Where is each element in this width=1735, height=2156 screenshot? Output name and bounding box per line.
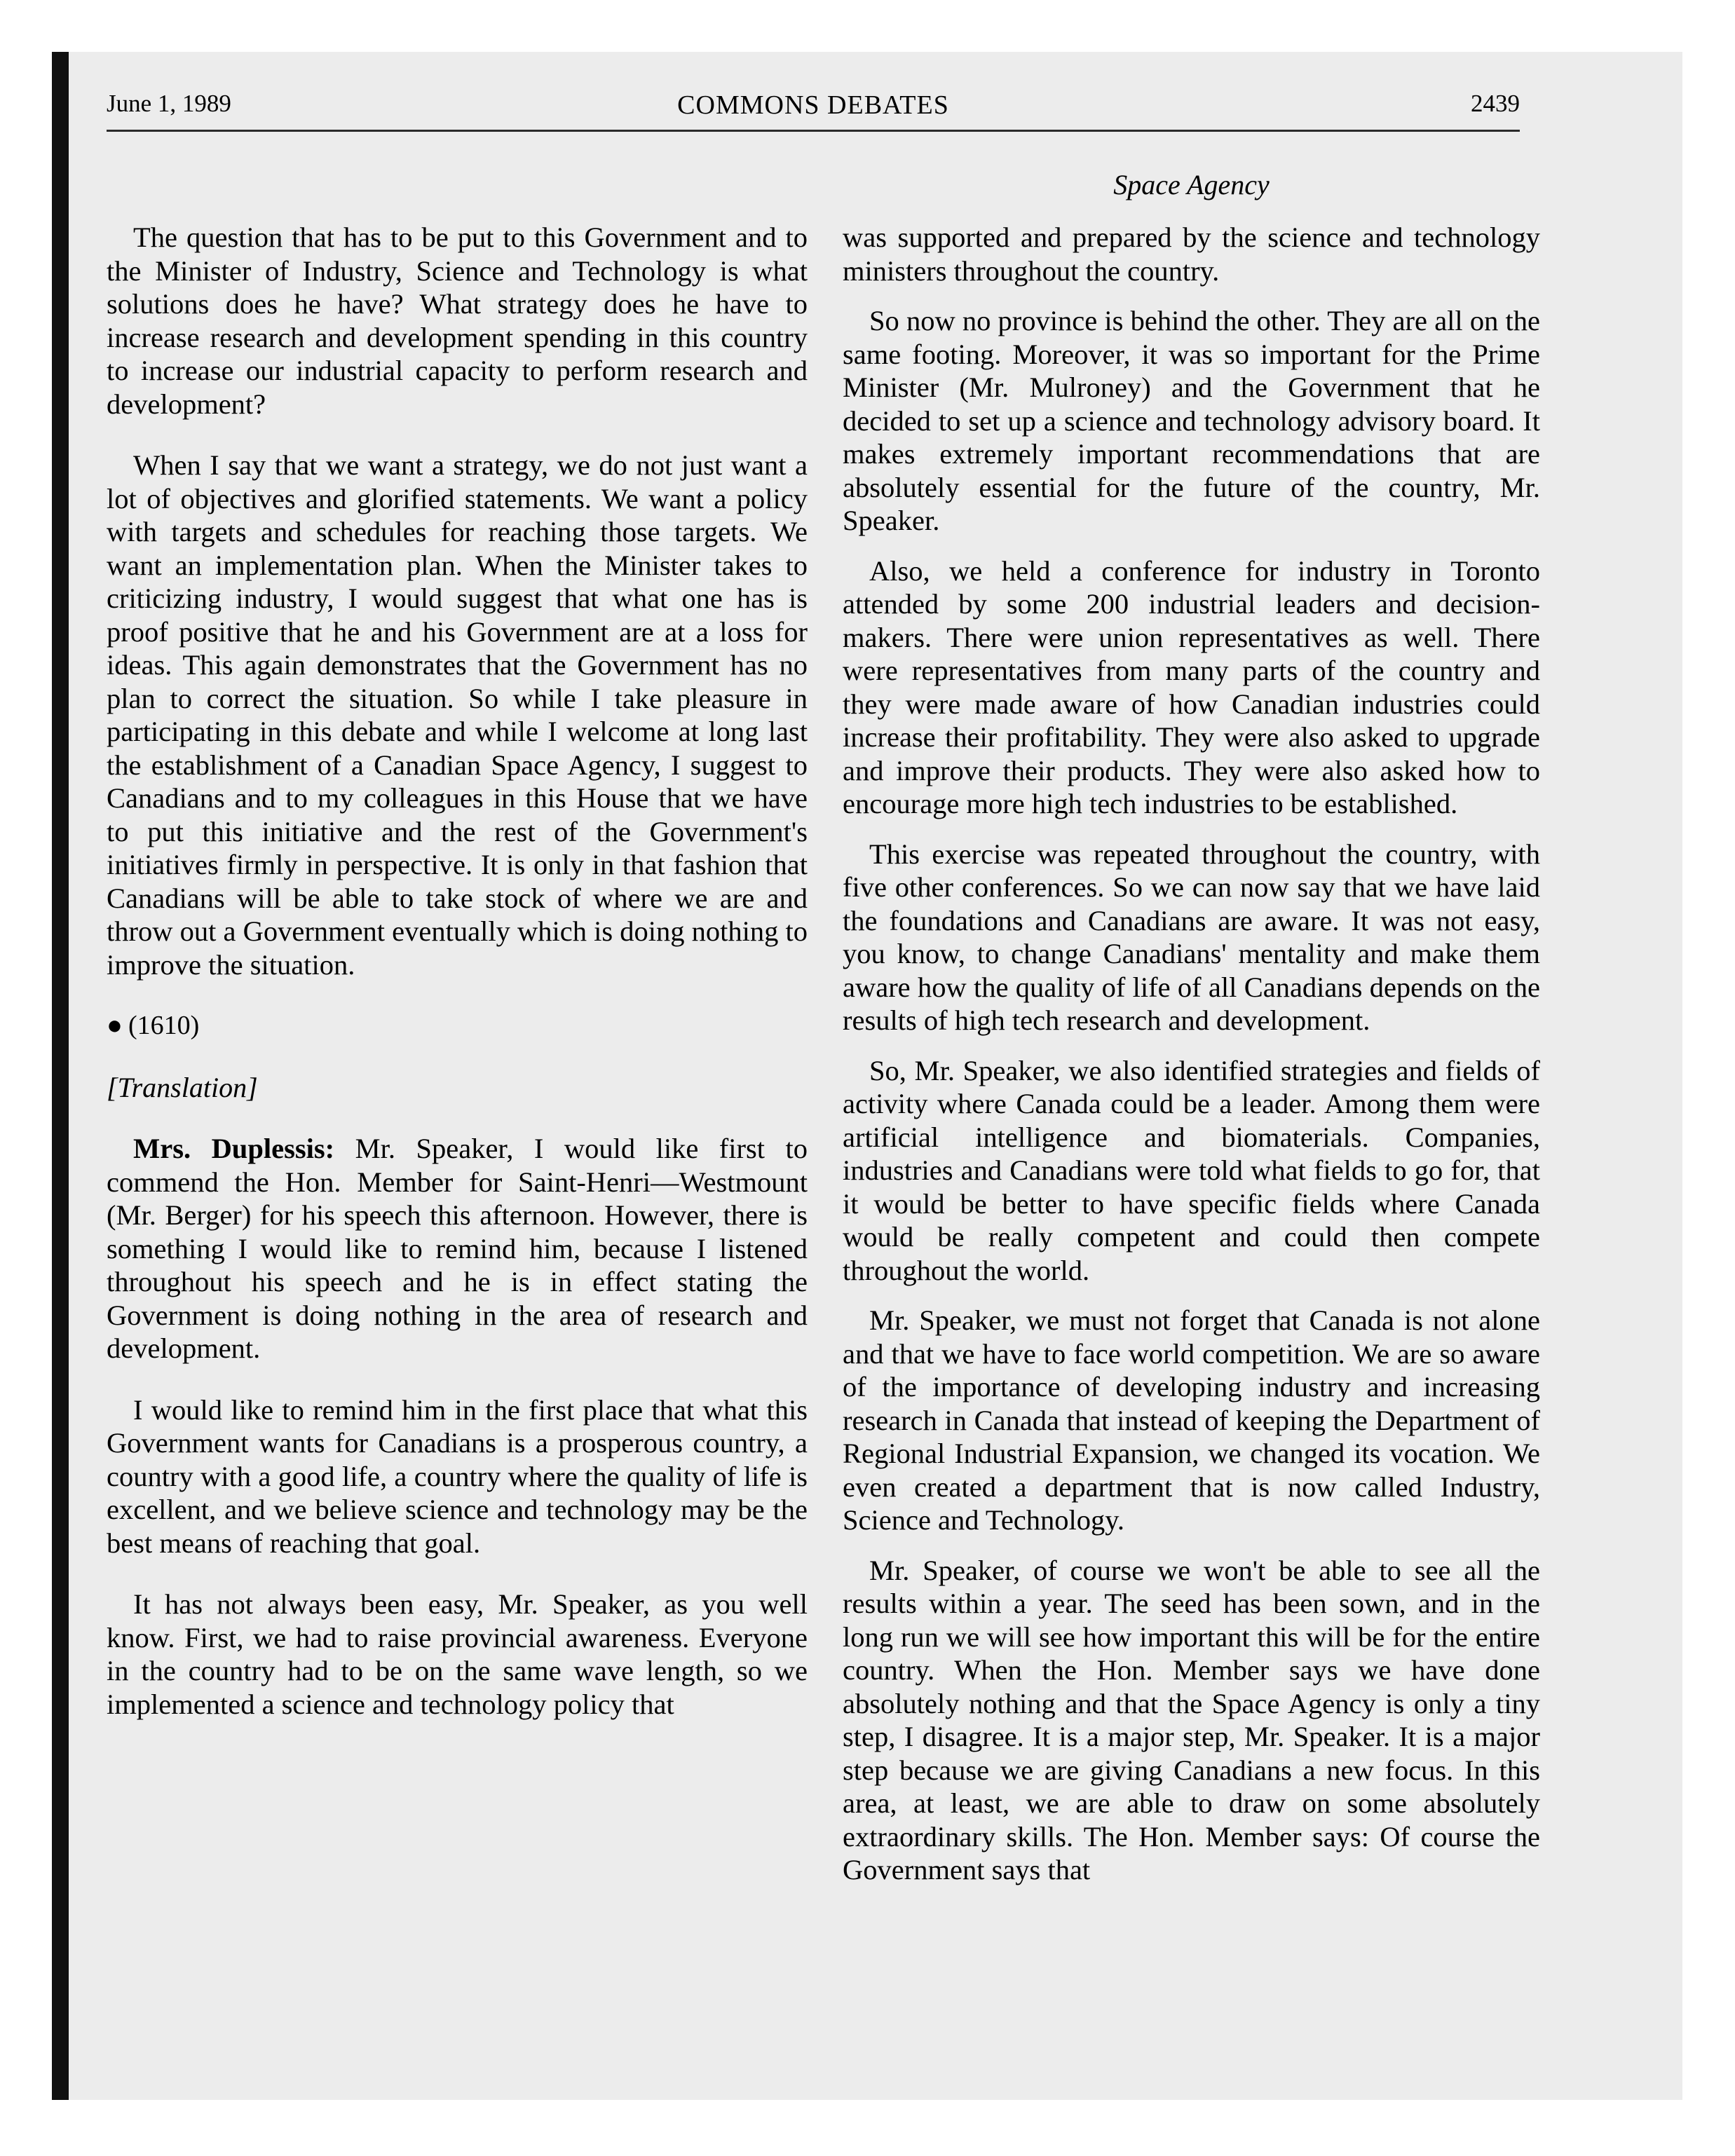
scan-edge-bar — [52, 52, 69, 2100]
translation-label: [Translation] — [107, 1071, 258, 1103]
header-title: COMMONS DEBATES — [677, 90, 949, 120]
speech-text: Mr. Speaker, I would like first to commend the Hon. Member for Saint-Henri—Westmount (Mr. Berger) for his speech this afternoon. However, there is something I would like to remind him, because I listened throughout his speech and he is in effect stating the Government is doing nothing in the area of research and development. — [107, 1133, 808, 1364]
paragraph: Also, we held a conference for industry in Toronto attended by some 200 industrial leaders and decision-makers. There were union representatives as well. There were representatives from many parts of the country and they were made aware of how Canadian industries could increase their profitability. They were also asked to upgrade and improve their products. They were also asked how to encourage more high tech industries to be established. — [843, 554, 1540, 819]
right-column — [843, 221, 1540, 1887]
running-head: Space Agency — [1113, 169, 1270, 200]
header-date: June 1, 1989 — [107, 90, 231, 117]
paragraph: was supported and prepared by the science and technology ministers throughout the country. — [843, 221, 1540, 287]
speaker-name: Mrs. Duplessis: — [133, 1133, 335, 1164]
time-marker-text: (1610) — [128, 1011, 200, 1040]
page-header — [107, 90, 1520, 129]
bullet-icon: ● — [107, 1011, 123, 1040]
paragraph: The question that has to be put to this Government and to the Minister of Industry, Science and Technology is what solutions does he have? What strategy does he have to increase research and development spending in this country to increase our industrial capacity to perform research and development? — [107, 221, 808, 420]
header-page-number: 2439 — [1471, 90, 1520, 117]
paragraph: This exercise was repeated throughout the country, with five other conferences. So we can now say that we have laid the foundations and Canadians are aware. It was not easy, you know, to change Canadians' mentality and make them aware how the quality of life of all Canadians depends on the results of high tech research and development. — [843, 838, 1540, 1036]
time-marker — [107, 1009, 808, 1043]
paragraph: I would like to remind him in the first place that what this Government wants for Canadians is a prosperous country, a country with a good life, a country where the quality of life is excellent, and we believe science and technology may be the best means of reaching that goal. — [107, 1393, 808, 1559]
paragraph: Mr. Speaker, of course we won't be able to see all the results within a year. The seed has been sown, and in the long run we will see how important this will be for the entire country. When the Hon. Member says we have done absolutely nothing and that the Space Agency is only a tiny step, I disagree. It is a major step, Mr. Speaker. It is a major step because we are giving Canadians a new focus. In this area, at least, we are able to draw on some absolutely extraordinary skills. The Hon. Member says: Of course the Government says that — [843, 1554, 1540, 1885]
paragraph: Mr. Speaker, we must not forget that Canada is not alone and that we have to face world competition. We are so aware of the importance of developing industry and increasing research in Canada that instead of keeping the Department of Regional Industrial Expansion, we changed its vocation. We even created a department that is now called Industry, Science and Technology. — [843, 1304, 1540, 1536]
paragraph: So now no province is behind the other. They are all on the same footing. Moreover, it was so important for the Prime Minister (Mr. Mulroney) and the Government that he decided to set up a science and technology advisory board. It makes extremely important recommendations that are absolutely essential for the future of the country, Mr. Speaker. — [843, 305, 1540, 536]
header-rule — [107, 130, 1520, 132]
paragraph — [107, 1132, 808, 1365]
left-column — [107, 221, 808, 1721]
paragraph: It has not always been easy, Mr. Speaker, as you well know. First, we had to raise provincial awareness. Everyone in the country had to be on the same wave length, so we implemented a science and technology policy that — [107, 1588, 808, 1720]
paragraph: So, Mr. Speaker, we also identified strategies and fields of activity where Canada could be a leader. Among them were artificial intelligence and biomaterials. Companies, industries and Canadians were told what fields to go for, that it would be better to have specific fields where Canada would be really competent and could then compete throughout the world. — [843, 1054, 1540, 1286]
paragraph: When I say that we want a strategy, we do not just want a lot of objectives and glorified statements. We want a policy with targets and schedules for reaching those targets. We want an implementation plan. When the Minister takes to criticizing industry, I would suggest that what one has is proof positive that he and his Government are at a loss for ideas. This again demonstrates that the Government has no plan to correct the situation. So while I take pleasure in participating in this debate and while I welcome at long last the establishment of a Canadian Space Agency, I suggest to Canadians and to my colleagues in this House that we have to put this initiative and the rest of the Government's initiatives firmly in perspective. It is only in that fashion that Canadians will be able to take stock of where we are and throw out a Government eventually which is doing nothing to improve the situation. — [107, 449, 808, 981]
